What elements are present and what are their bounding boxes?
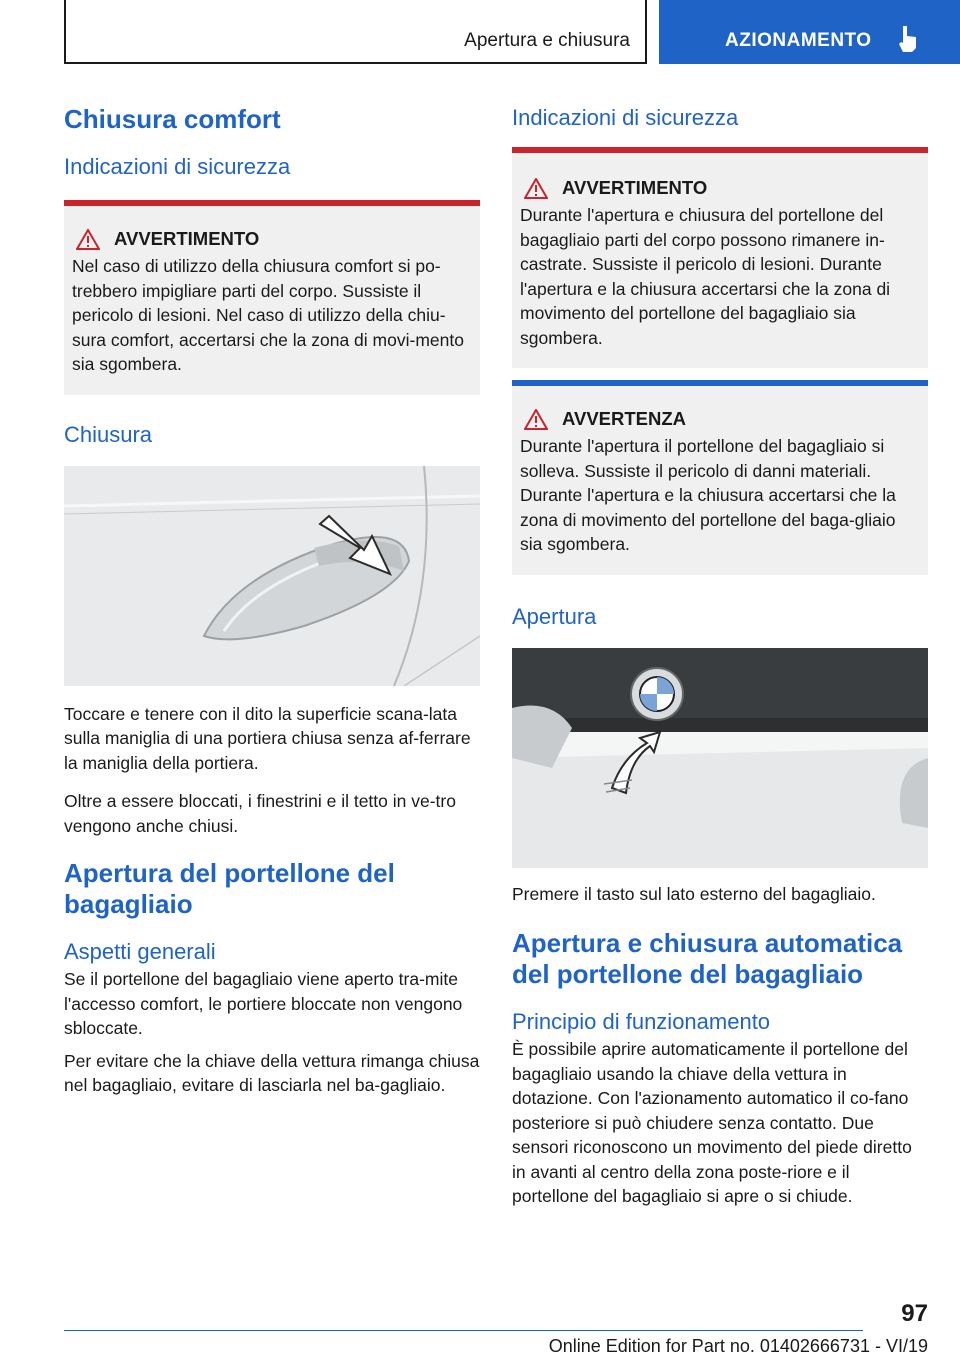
page-number: 97 (901, 1300, 928, 1327)
warning-text-right: Durante l'apertura e chiusura del portellone del bagagliaio parti del corpo possono rimanere in-castrate. Sussiste il pericolo di lesioni. Durante l'apertura e la chiusura accertarsi che la zona di movimento del portellone del bagagliaio sia sgombera. (520, 205, 891, 348)
heading-aspetti-generali: Aspetti generali (64, 939, 216, 964)
heading-apertura-automatica: Apertura e chiusura automatica del portellone del bagagliaio (512, 928, 903, 989)
caution-triangle-icon (524, 409, 548, 430)
warning-triangle-icon (76, 229, 100, 250)
warning-label-right: AVVERTIMENTO (562, 177, 708, 198)
caution-box-right (512, 380, 928, 575)
heading-apertura-portellone: Apertura del portellone del bagagliaio (64, 858, 395, 919)
header-chapter-tab[interactable] (659, 0, 960, 64)
general-text-2: Per evitare che la chiave della vettura rimanga chiusa nel bagagliaio, evitare di lasciarla nel ba-gagliaio. (64, 1050, 480, 1095)
tailgate-button-illustration (512, 648, 928, 868)
opening-text: Premere il tasto sul lato esterno del bagagliaio. (512, 883, 876, 904)
warning-box-left (64, 200, 480, 395)
caution-text: Durante l'apertura il portellone del bagagliaio si solleva. Sussiste il pericolo di danni materiali. Durante l'apertura e la chiusura accertarsi che la zona di movimento del portellone del baga-gliaio sia sgombera. (520, 436, 896, 554)
heading-safety-left: Indicazioni di sicurezza (64, 154, 291, 179)
door-handle-illustration (64, 466, 480, 686)
heading-safety-right: Indicazioni di sicurezza (512, 105, 739, 130)
footer-edition: Online Edition for Part no. 01402666731 - VI/19 (548, 1336, 928, 1356)
heading-apertura: Apertura (512, 603, 597, 629)
heading-principio: Principio di funzionamento (512, 1009, 771, 1034)
heading-chiusura-comfort: Chiusura comfort (64, 104, 281, 134)
warning-box-right (512, 147, 928, 368)
right-column (512, 100, 928, 1209)
general-text-1: Se il portellone del bagagliaio viene aperto tra-mite l'accesso comfort, le portiere bloccate non vengono sbloccate. (64, 969, 463, 1038)
footer-divider (64, 1330, 863, 1331)
header-section-title: Apertura e chiusura (464, 30, 630, 51)
closing-text-1: Toccare e tenere con il dito la superficie scana-lata sulla maniglia di una portiera chiusa senza af-ferrare la maniglia della portiera. (64, 703, 471, 773)
heading-chiusura: Chiusura (64, 421, 153, 447)
warning-label: AVVERTIMENTO (114, 228, 260, 249)
left-column (64, 100, 480, 1098)
closing-text-2: Oltre a essere bloccati, i finestrini e il tetto in ve-tro vengono anche chiusi. (64, 791, 456, 836)
header-chapter-label: AZIONAMENTO (725, 30, 872, 51)
pointing-hand-icon (897, 24, 919, 54)
caution-label: AVVERTENZA (562, 408, 687, 429)
warning-text: Nel caso di utilizzo della chiusura comfort si po-trebbero impigliare parti del corpo. Sussiste il pericolo di lesioni. Nel caso di utilizzo della chiu-sura comfort, accertarsi che la zona di movi-mento sia sgombera. (72, 256, 464, 374)
warning-triangle-icon (524, 178, 548, 199)
principle-text: È possibile aprire automaticamente il portellone del bagagliaio usando la chiave della vettura in dotazione. Con l'azionamento automatico il co-fano posteriore si può chiudere senza contatto. Due sensori riconoscono un movimento del piede diretto in avanti al centro della zona poste-riore e il portellone del bagagliaio si apre o si chiude. (512, 1039, 912, 1206)
